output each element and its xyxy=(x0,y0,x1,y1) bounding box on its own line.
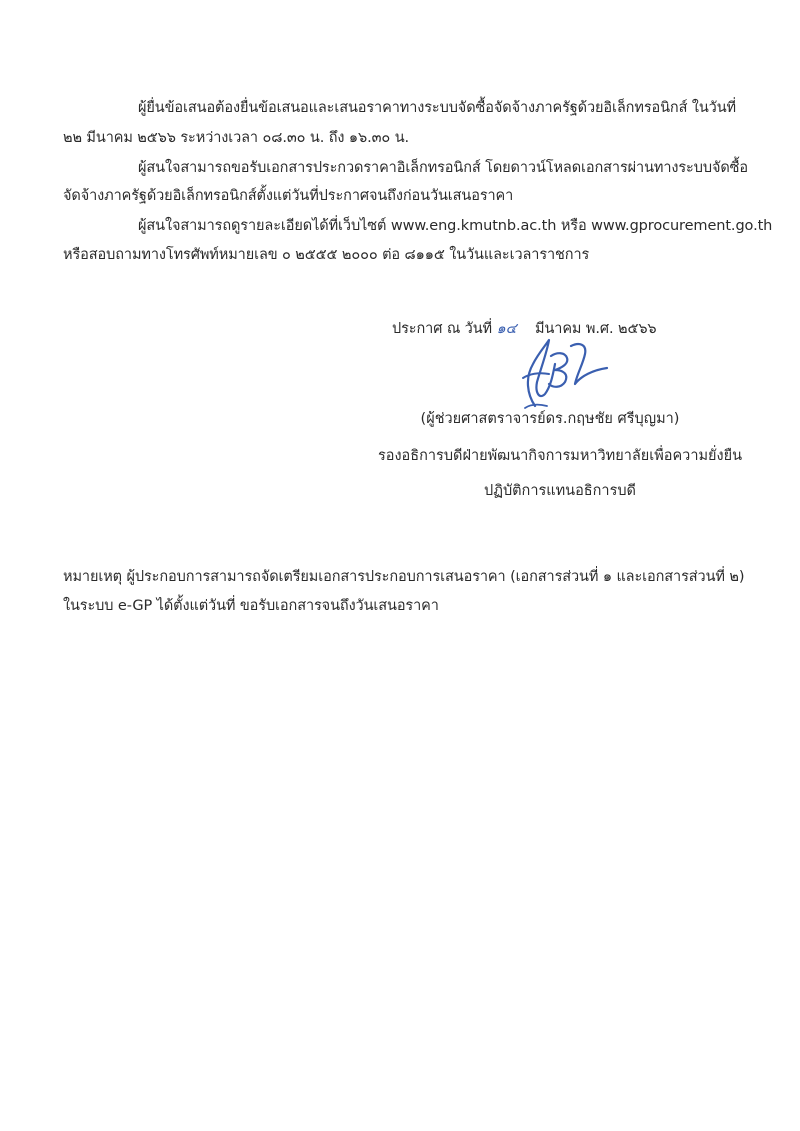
remark-line-1: หมายเหตุ ผู้ประกอบการสามารถจัดเตรียมเอกสารประกอบการเสนอราคา (เอกสารส่วนที่ ๑ และเอกสารส่วนที่ ๒) xyxy=(63,569,745,585)
body-paragraph-3-line-2: หรือสอบถามทางโทรศัพท์หมายเลข ๐ ๒๕๕๕ ๒๐๐๐ ต่อ ๘๑๑๕ ในวันและเวลาราชการ xyxy=(63,247,590,263)
body-paragraph-3-line-1: ผู้สนใจสามารถดูรายละเอียดได้ที่เว็บไซต์ www.eng.kmutnb.ac.th หรือ www.gprocurement.go.th xyxy=(138,218,773,234)
body-paragraph-2-line-2: จัดจ้างภาครัฐด้วยอิเล็กทรอนิกส์ตั้งแต่วันที่ประกาศจนถึงก่อนวันเสนอราคา xyxy=(63,188,514,204)
announcement-month-year: มีนาคม พ.ศ. ๒๕๖๖ xyxy=(535,321,657,337)
body-paragraph-1-line-2: ๒๒ มีนาคม ๒๕๖๖ ระหว่างเวลา ๐๘.๓๐ น. ถึง ๑๖.๓๐ น. xyxy=(63,130,410,146)
remark-line-2: ในระบบ e-GP ได้ตั้งแต่วันที่ ขอรับเอกสารจนถึงวันเสนอราคา xyxy=(63,598,439,614)
signature-image xyxy=(505,334,625,412)
body-paragraph-1-line-1: ผู้ยื่นข้อเสนอต้องยื่นข้อเสนอและเสนอราคาทางระบบจัดซื้อจัดจ้างภาครัฐด้วยอิเล็กทรอนิกส์ ในวันที่ xyxy=(138,100,736,116)
signatory-position-line-1: รองอธิการบดีฝ่ายพัฒนากิจการมหาวิทยาลัยเพื่อความยั่งยืน xyxy=(377,448,743,464)
signatory-name: (ผู้ช่วยศาสตราจารย์ดร.กฤษชัย ศรีบุญมา) xyxy=(420,411,680,427)
announcement-prefix: ประกาศ ณ วันที่ xyxy=(392,321,492,337)
announcement-day: ๑๔ xyxy=(496,321,517,337)
signatory-position-line-2: ปฏิบัติการแทนอธิการบดี xyxy=(484,483,636,499)
body-paragraph-2-line-1: ผู้สนใจสามารถขอรับเอกสารประกวดราคาอิเล็กทรอนิกส์ โดยดาวน์โหลดเอกสารผ่านทางระบบจัดซื้อ xyxy=(138,160,749,176)
